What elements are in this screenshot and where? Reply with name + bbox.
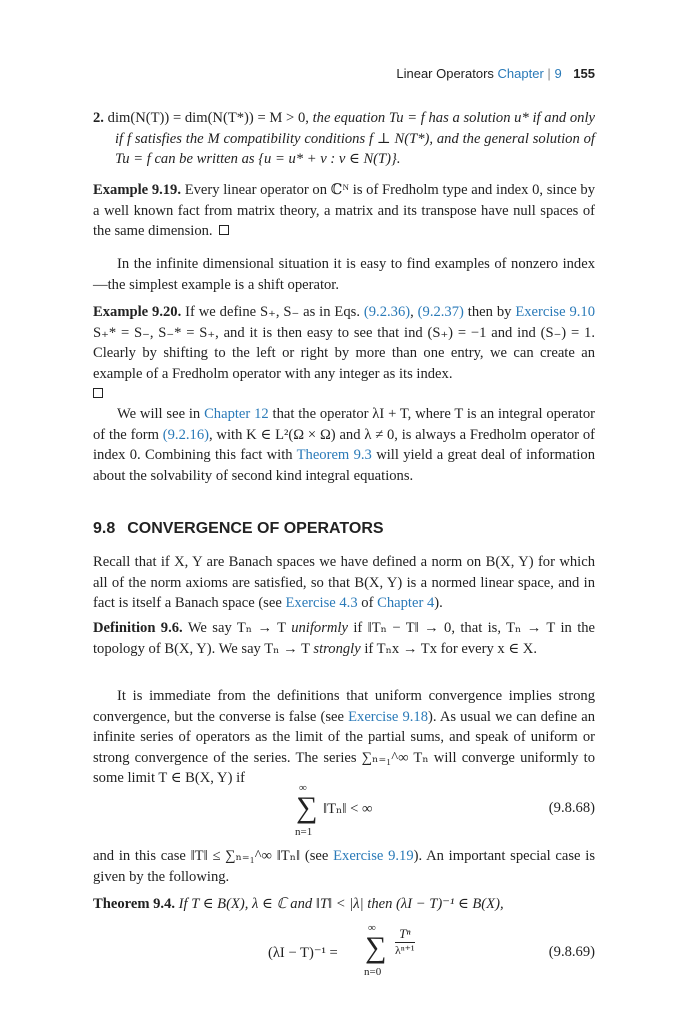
paragraph-text: We will see in (117, 406, 201, 422)
paragraph-text: In the infinite dimensional situation it is easy to find examples of nonzero index—the simplest example is a shift operator. (93, 256, 595, 293)
section-title: CONVERGENCE OF OPERATORS (127, 520, 384, 537)
header-title: Linear Operators (396, 66, 494, 81)
example-text: then by (467, 304, 512, 320)
definition-text: if ‖Tₙ − T‖ → 0, that is, Tₙ → T in the topology of B(X, Y). We say Tₙ → T (93, 620, 596, 657)
sum-symbol: ∑ (365, 931, 387, 964)
fraction-denominator: λⁿ⁺¹ (395, 943, 415, 957)
paragraph-text: ). (434, 595, 443, 611)
page-number: 155 (573, 66, 595, 81)
paragraph-text: It is immediate from the definitions that uniform convergence implies strong convergence, but the converse is false (see (93, 688, 595, 725)
header-separator: | (547, 66, 551, 81)
list-item-text: the equation Tu = f has a solution u* if and only if f satisfies the M compatibility conditions f ⊥ N(T*), and the general solution of Tu = f can be written as {u = u* + v : v ∈ N(T)}. (115, 110, 595, 167)
example-text: If we define S₊, S₋ as in Eqs. (185, 304, 360, 320)
chapter-link-4[interactable]: Chapter 4 (377, 595, 435, 611)
paragraph-text: of (361, 595, 374, 611)
section-number: 9.8 (93, 520, 116, 537)
sum-lower-limit: n=1 (295, 826, 313, 838)
example-label: Example 9.20. (93, 304, 182, 320)
header-chapter-number: 9 (554, 66, 562, 81)
theorem-text: If T ∈ B(X), λ ∈ ℂ and ‖T‖ < |λ| then (λI − T)⁻¹ ∈ B(X), (178, 896, 504, 912)
paragraph-case (93, 846, 595, 887)
paragraph-infinite (93, 254, 595, 295)
exercise-link-9-18[interactable]: Exercise 9.18 (348, 708, 429, 725)
exercise-link-9-19[interactable]: Exercise 9.19 (333, 848, 414, 864)
fraction-numerator: Tⁿ (395, 926, 415, 943)
theorem-link-9-3[interactable]: Theorem 9.3 (296, 447, 372, 463)
equation-9-8-68 (93, 782, 595, 842)
definition-text: We say Tₙ → T (187, 620, 286, 636)
list-item-number: 2. (93, 110, 104, 126)
equation-number: (9.8.69) (548, 944, 595, 960)
paragraph-text: Recall that if X, Y are Banach spaces we have defined a norm on B(X, Y) for which all of the norm axioms are satisfied, so that B(X, Y) is a normed linear space, and in fact is itself a Banach space (see (93, 554, 595, 611)
sum-symbol: ∑ (296, 791, 318, 824)
paragraph-integral (93, 404, 595, 486)
header-chapter-label: Chapter (497, 66, 544, 81)
sum-upper-limit: ∞ (368, 922, 376, 934)
equation-number: (9.8.68) (548, 800, 595, 816)
definition-term: uniformly (291, 620, 348, 636)
equation-link-9-2-37[interactable]: (9.2.37) (417, 304, 464, 320)
equation-lhs: (λI − T)⁻¹ = (268, 945, 338, 961)
definition-9-6 (93, 618, 595, 659)
exercise-link-9-10[interactable]: Exercise 9.10 (515, 304, 596, 320)
example-9-20 (93, 302, 595, 405)
sum-upper-limit: ∞ (299, 782, 307, 794)
exercise-link-4-3[interactable]: Exercise 4.3 (285, 595, 358, 611)
section-heading (93, 520, 595, 538)
paragraph-text: that the operator λI + T, where T is an integral operator of the form (93, 406, 595, 443)
qed-icon (93, 388, 103, 398)
example-label: Example 9.19. (93, 182, 182, 198)
paragraph-text: will yield a great deal of information about the solvability of second kind integral equations. (93, 447, 595, 484)
paragraph-text: ). An important special case is given by the following. (93, 848, 595, 885)
equation-link-9-2-16[interactable]: (9.2.16) (162, 426, 209, 443)
chapter-link-12[interactable]: Chapter 12 (204, 406, 269, 422)
equation-fraction (395, 926, 415, 958)
theorem-label: Theorem 9.4. (93, 896, 176, 912)
list-item-lead: dim(N(T)) = dim(N(T*)) = M > 0, (107, 110, 309, 126)
example-9-19 (93, 180, 595, 242)
paragraph-text: ). As usual we can define an infinite series of operators as the limit of the partial sums, and speak of uniform or strong convergence of the series. The series ∑ₙ₌₁^∞ Tₙ will converge uniformly to some limit T ∈ B(X, Y) if (93, 708, 595, 786)
paragraph-text: and in this case ‖T‖ ≤ ∑ₙ₌₁^∞ ‖Tₙ‖ (see (93, 848, 329, 864)
list-item-2 (93, 108, 595, 170)
comma: , (410, 304, 414, 320)
equation-link-9-2-36[interactable]: (9.2.36) (363, 304, 411, 320)
example-text: Every linear operator on ℂᴺ is of Fredholm type and index 0, since by a well known fact from matrix theory, a matrix and its transpose have null spaces of the same dimension. (93, 182, 596, 239)
example-text: S₊* = S₋, S₋* = S₊, and it is then easy to see that ind (S₊) = −1 and ind (S₋) = 1. Clearly by shifting to the left or right by more than one entry, we can create an example of a Fredholm operator with any integer as its index. (93, 324, 595, 382)
definition-term: strongly (313, 640, 361, 657)
running-header (93, 66, 595, 81)
qed-icon (219, 225, 229, 235)
theorem-9-4 (93, 894, 595, 915)
paragraph-recall (93, 552, 595, 614)
equation-9-8-69 (93, 922, 595, 992)
equation-body: ‖Tₙ‖ < ∞ (323, 801, 373, 817)
sum-lower-limit: n=0 (364, 966, 382, 978)
paragraph-immediate (93, 686, 595, 789)
definition-text: if Tₙx → Tx for every x ∈ X. (364, 640, 537, 657)
definition-label: Definition 9.6. (93, 620, 183, 636)
paragraph-text: , with K ∈ L²(Ω × Ω) and λ ≠ 0, is always a Fredholm operator of index 0. Combining this fact with (93, 426, 595, 463)
